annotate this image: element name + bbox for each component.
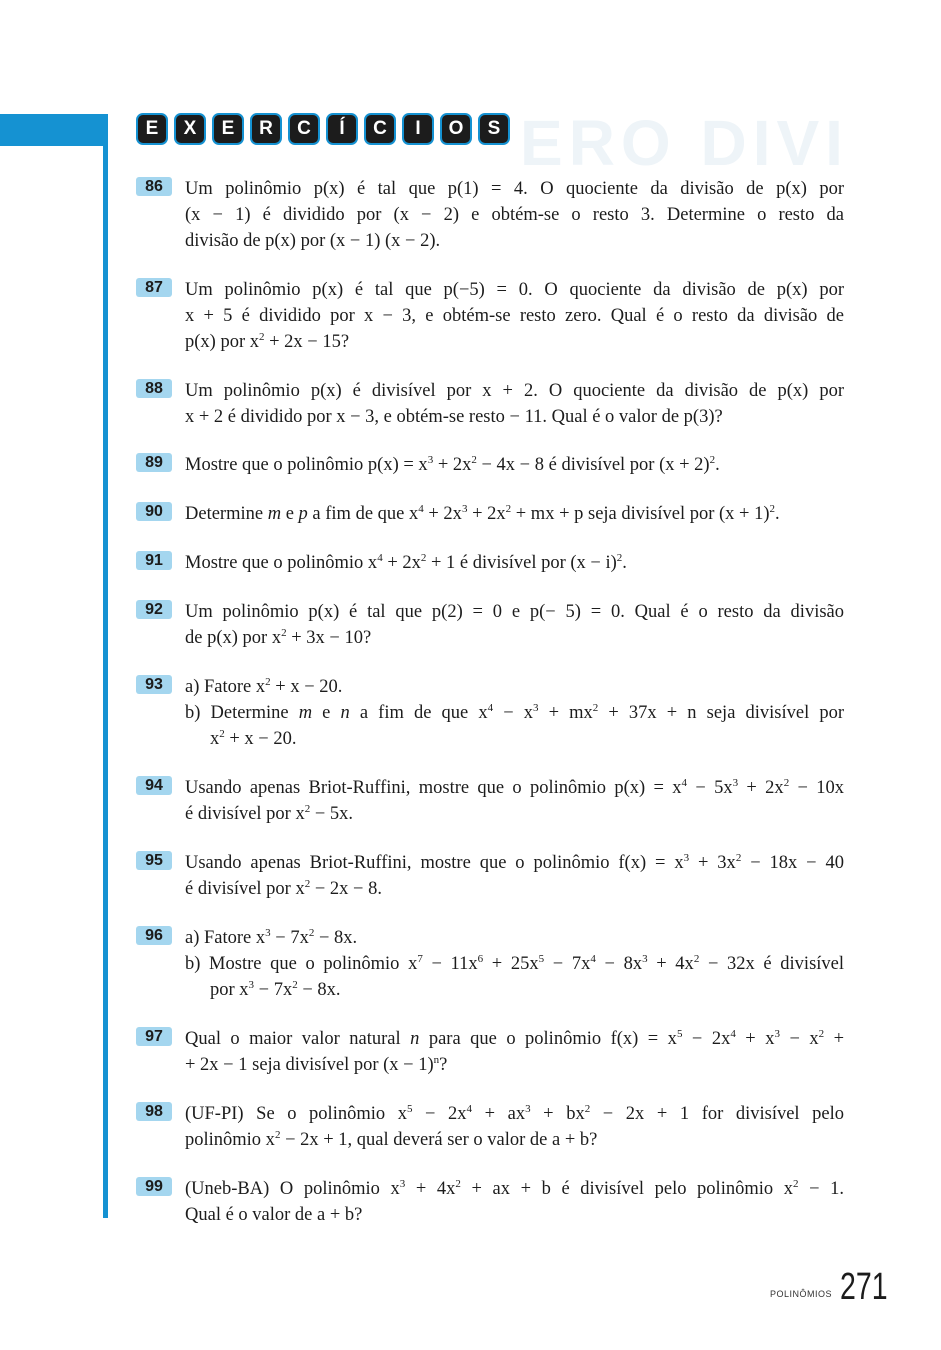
exercise-number: 88: [136, 379, 172, 398]
text-line: a) Fatore $x^3 - 7x^2 - 8x$.: [185, 927, 358, 948]
exercise-text: [185, 925, 844, 1003]
exercise-text: [185, 550, 844, 576]
text-line: b) Mostre que o polinômio $x^7 - 11x^6 + 25x^5 - 7x^4 - 8x^3 + 4x^2 - 32x$ é divisível: [185, 953, 845, 974]
exercise-text: [185, 775, 844, 827]
text-line: x + 2 é dividido por x − 3, e obtém-se resto − 11. Qual é o valor de p(3)?: [185, 407, 723, 427]
text-line: b) Determine m e n a fim de que $x^4 - x^3 + mx^2 + 37x + n$ seja divisível por: [185, 702, 844, 723]
text-line: Mostre que o polinômio $x^4 + 2x^2 + 1$ é divisível por $(x - i)^2$.: [185, 552, 627, 573]
exercise-number: 99: [136, 1177, 172, 1196]
text-line: polinômio $x^2 - 2x + 1$, qual deverá ser o valor de a + b?: [185, 1129, 598, 1150]
exercise-text: [185, 176, 844, 254]
section-title: [136, 113, 510, 145]
exercise-text: [185, 501, 844, 527]
exercise-number: 89: [136, 453, 172, 472]
text-line: divisão de p(x) por (x − 1) (x − 2).: [185, 231, 441, 251]
exercise-text: [185, 378, 844, 430]
text-line: é divisível por $x^2 - 5x$.: [185, 803, 354, 824]
text-line: + 2x − 1 seja divisível por $(x - 1)^n$?: [185, 1054, 448, 1075]
exercise-text: [185, 452, 844, 478]
title-letter: S: [478, 113, 510, 145]
title-letter: E: [212, 113, 244, 145]
title-letter: Í: [326, 113, 358, 145]
text-line: Qual o maior valor natural n para que o polinômio $f(x) = x^5 - 2x^4 + x^3 - x^2$ +: [185, 1028, 845, 1049]
background-watermark: ERO DIVI: [520, 107, 849, 179]
exercise-text: [185, 277, 844, 355]
text-line: é divisível por $x^2 - 2x - 8$.: [185, 878, 382, 899]
title-letter: C: [364, 113, 396, 145]
exercise-number: 96: [136, 926, 172, 945]
exercise-number: 94: [136, 776, 172, 795]
title-letter: I: [402, 113, 434, 145]
text-line: (Uneb-BA) O polinômio $x^3 + 4x^2$ + ax + b é divisível pelo polinômio $x^2 - 1$.: [185, 1178, 844, 1199]
exercise-text: [185, 1176, 844, 1228]
exercise-text: [185, 599, 844, 651]
page-footer: [770, 1268, 903, 1306]
text-line: $x^2 + x - 20$.: [210, 728, 297, 749]
text-line: Qual é o valor de a + b?: [185, 1205, 363, 1225]
exercise-number: 87: [136, 278, 172, 297]
text-line: a) Fatore $x^2 + x - 20$.: [185, 676, 343, 697]
running-section-label: POLINÔMIOS: [770, 1289, 833, 1299]
exercise-number: 97: [136, 1027, 172, 1046]
exercise-number: 98: [136, 1102, 172, 1121]
page-number: 271: [840, 1266, 888, 1308]
text-line: Um polinômio p(x) é tal que p(1) = 4. O quociente da divisão de p(x) por: [185, 179, 844, 199]
title-letter: E: [136, 113, 168, 145]
text-line: Um polinômio p(x) é tal que p(2) = 0 e p(− 5) = 0. Qual é o resto da divisão: [185, 602, 844, 622]
exercise-number: 90: [136, 502, 172, 521]
text-line: Usando apenas Briot-Ruffini, mostre que o polinômio $p(x) = x^4 - 5x^3 + 2x^2 - 10x$: [185, 777, 845, 798]
text-line: por $x^3 - 7x^2 - 8x$.: [210, 979, 341, 1000]
title-letter: C: [288, 113, 320, 145]
exercise-text: [185, 1026, 844, 1078]
exercise-number: 93: [136, 675, 172, 694]
header-color-band: [0, 114, 108, 146]
side-rule: [103, 146, 108, 1218]
exercise-number: 95: [136, 851, 172, 870]
text-line: Um polinômio p(x) é tal que p(−5) = 0. O quociente da divisão de p(x) por: [185, 280, 844, 300]
text-line: Usando apenas Briot-Ruffini, mostre que o polinômio $f(x) = x^3 + 3x^2 - 18x - 40$: [185, 852, 844, 873]
exercise-text: [185, 1101, 844, 1153]
text-line: Um polinômio p(x) é divisível por x + 2. O quociente da divisão de p(x) por: [185, 381, 844, 401]
text-line: p(x) por $x^2 + 2x - 15$?: [185, 331, 350, 352]
exercise-number: 92: [136, 600, 172, 619]
text-line: (UF-PI) Se o polinômio $x^5 - 2x^4 + ax^3 + bx^2 - 2x + 1$ for divisível pelo: [185, 1103, 845, 1124]
title-letter: O: [440, 113, 472, 145]
text-line: (x − 1) é dividido por (x − 2) e obtém-se o resto 3. Determine o resto da: [185, 205, 844, 225]
text-line: Determine m e p a fim de que $x^4 + 2x^3 + 2x^2$ + mx + p seja divisível por $(x + 1)^2$.: [185, 503, 780, 524]
text-line: Mostre que o polinômio $p(x) = x^3 + 2x^2 - 4x - 8$ é divisível por $(x + 2)^2$.: [185, 454, 720, 475]
exercise-text: [185, 850, 844, 902]
title-letter: R: [250, 113, 282, 145]
text-line: de p(x) por $x^2 + 3x - 10$?: [185, 627, 372, 648]
title-letter: X: [174, 113, 206, 145]
text-line: x + 5 é dividido por x − 3, e obtém-se resto zero. Qual é o resto da divisão de: [185, 306, 844, 326]
exercise-number: 91: [136, 551, 172, 570]
exercise-number: 86: [136, 177, 172, 196]
exercise-text: [185, 674, 844, 752]
